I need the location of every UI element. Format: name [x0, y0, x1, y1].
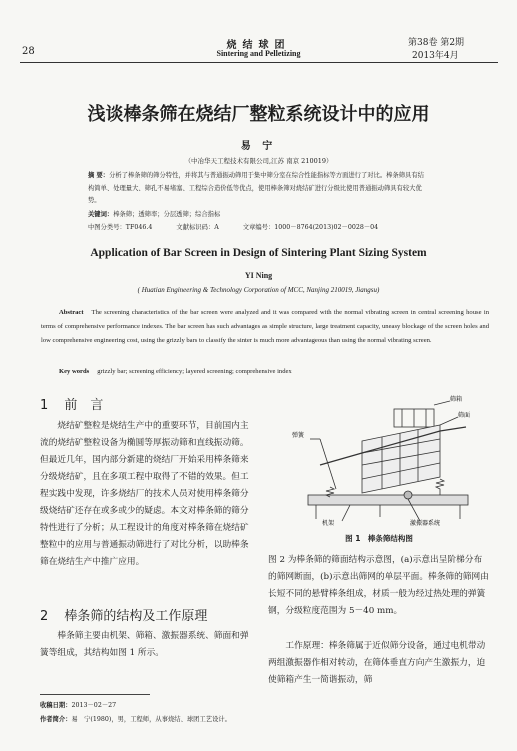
journal-volume: 第38卷 第2期 [408, 38, 465, 48]
exciter-symbol [404, 491, 412, 499]
keywords-en-text: grizzly bar; screening efficiency; layered screening; comprehensive index [97, 368, 292, 375]
section1-number: 1 [40, 398, 49, 413]
classification-row [88, 222, 448, 231]
section2-number: 2 [40, 609, 49, 624]
section2-heading [40, 605, 207, 624]
section2-title: 棒条筛的结构及工作原理 [64, 609, 208, 624]
author-bio-text: 易 宁(1980)，男，工程师，从事烧结、球团工艺设计。 [71, 716, 231, 723]
section1-title: 前 言 [64, 398, 104, 413]
received-date [40, 700, 116, 709]
abstract-zh-text: 分析了棒条筛的筛分特性，并将其与普通振动筛用于集中筛分室在综合性能指标等方面进行了对比。棒条筛具有结构简单、处理量大、筛孔不易堵塞、工程综合造价低等优点，使用棒条筛对烧结矿进行分级比使用普通振动筛具有较大优势。 [88, 172, 424, 204]
right-paragraph-1: 图 2 为棒条筛的筛面结构示意图，(a)示意出呈阶梯分布的筛网断面，(b)示意出筛网的单层平面。棒条筛的筛网由长短不同的悬臂棒条组成，材质一般为经过热处理的弹簧钢，分级粒度范围为 5－40 mm。 [268, 555, 489, 616]
keywords-zh-label: 关键词： [88, 211, 114, 218]
spring-right [436, 479, 444, 495]
clc-number: 中图分类号：TF046.4 [88, 224, 153, 231]
author-bio-label: 作者简介： [40, 716, 72, 723]
keywords-zh-text: 棒条筛；透筛率；分层透筛；综合指标 [113, 211, 221, 218]
journal-date: 2013年4月 [412, 51, 459, 61]
received-label: 收稿日期： [40, 702, 72, 709]
paper-title-zh: 浅谈棒条筛在烧结厂整粒系统设计中的应用 [87, 104, 430, 125]
figure1-caption: 图 1 棒条筛结构图 [345, 534, 413, 543]
screen-box-shape [362, 425, 440, 493]
label-box: 筛箱 [450, 396, 463, 403]
section1-paragraph: 烧结矿整粒是烧结生产中的重要环节，目前国内主流的烧结矿整粒设备为椭圆等厚振动筛和直线振动筛。但最近几年，国内部分新建的烧结厂开始采用棒条筛来分级烧结矿，且在多项工程中取得了不错的效果。但工程实践中发现，许多烧结厂的技术人员对使用棒条筛分级烧结矿还存在或多或少的疑虑。本文对棒条筛的筛分特性进行了分析；从工程设计的角度对棒条筛在烧结矿整粒中的应用与普通振动筛进行了对比分析，以助棒条筛在烧结生产中推广应用。 [40, 421, 249, 567]
right-paragraph-2: 工作原理：棒条筛属于近似筛分设备，通过电机带动两组激振器作相对转动，在筛体垂直方向产生激振力，迫使筛箱产生一简谐振动，筛 [268, 641, 486, 685]
label-frame: 机架 [322, 520, 335, 527]
label-deck: 筛面 [458, 412, 471, 419]
abstract-en [41, 306, 489, 347]
journal-title-en: Sintering and Pelletizing [216, 49, 301, 58]
abstract-zh [88, 170, 428, 208]
author-bio [40, 714, 231, 723]
article-number: 文章编号：1000－8764(2013)02－0028－04 [242, 224, 379, 231]
machine-frame-base [308, 495, 468, 505]
author-zh: 易 宁 [240, 141, 277, 152]
abstract-zh-label: 摘 要： [88, 172, 110, 179]
bar-screen-structure-figure [290, 395, 486, 527]
journal-title-zh: 烧结球团 [226, 40, 291, 51]
keywords-zh [88, 209, 220, 218]
label-spring: 弹簧 [292, 432, 305, 439]
section2-paragraph: 棒条筛主要由机架、筛箱、激振器系统、筛面和弹簧等组成，其结构如图 1 所示。 [40, 631, 249, 658]
author-en: YI Ning [244, 271, 273, 280]
header-rule [20, 62, 498, 63]
section1-heading [40, 394, 103, 413]
keywords-en-label: Key words [59, 368, 90, 375]
received-value: 2013－02－27 [71, 702, 117, 709]
affiliation-zh: （中冶华天工程技术有限公司,江苏 南京 210019） [184, 157, 333, 165]
footnote-rule [40, 694, 150, 695]
label-exciter: 激振器系统 [410, 520, 441, 527]
page-number: 28 [22, 46, 35, 57]
paper-title-en: Application of Bar Screen in Design of Sintering Plant Sizing System [90, 247, 427, 259]
abstract-en-text: The screening characteristics of the bar screen were analyzed and it was compared with the normal vibrating screen in central screening house in terms of comprehensive performance indexes. The bar screen has such advantages as simple structure, large treatment capacity, uneasy blockage of the screen holes and low comprehensive engineering cost, using the grizzly bars to classify the sinter is much more advantageous than using the normal vibrating screen. [41, 309, 489, 344]
abstract-en-label: Abstract [59, 309, 84, 316]
keywords-en [41, 368, 292, 375]
affiliation-en: ( Huatian Engineering & Technology Corporation of MCC, Nanjing 210019, Jiangsu) [137, 286, 380, 294]
document-code: 文献标识码：A [176, 224, 219, 231]
